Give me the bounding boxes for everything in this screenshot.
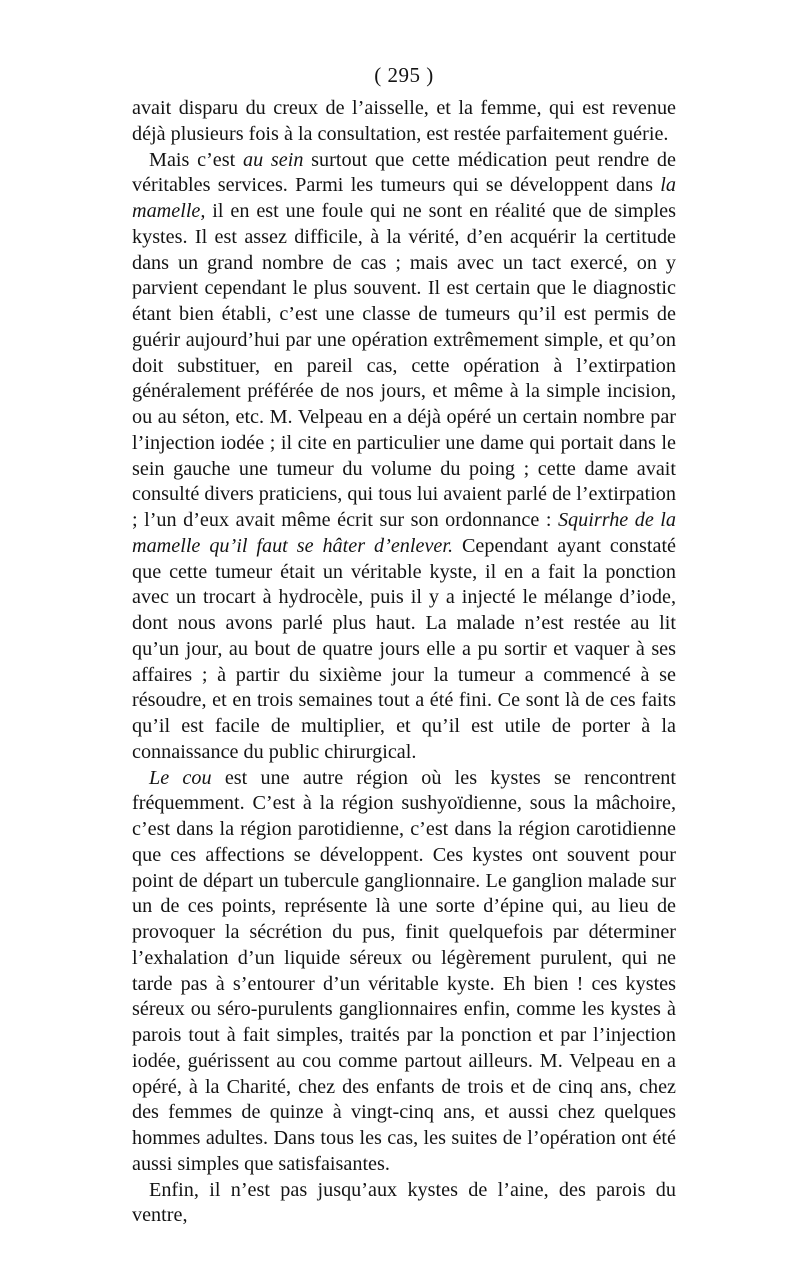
paragraph-1-text: avait disparu du creux de l’aisselle, et la femme, qui est revenue déjà plusieurs fois à la consultation, est restée parfaitement guérie. xyxy=(132,97,676,145)
paragraph-2-text-2: surtout que cette médication peut rendre de véritables services. Parmi les tumeurs qui se développent dans xyxy=(132,148,676,197)
paragraph-4-text: Enfin, il n’est pas jusqu’aux kystes de l’aine, des parois du ventre, xyxy=(132,1178,676,1227)
page-number: ( 295 ) xyxy=(374,63,434,87)
paragraph-2-italic-la-mamelle: la mamelle, xyxy=(132,174,676,222)
paragraph-2-italic-au-sein: au sein xyxy=(242,148,304,171)
paragraph-3-text: est une autre région où les kystes se rencontrent fréquemment. C’est à la région sushyoïdienne, sous la mâchoire, c’est dans la région parotidienne, c’est dans la région carotidienne que ces affections se développent. Ces kystes ont souvent pour point de départ un tubercule ganglionnaire. Le ganglion malade sur un de ces points, représente là une sorte d’épine qui, au lieu de provoquer la sécrétion du pus, finit quelquefois par déterminer l’exhalation d’un liquide séreux ou légèrement purulent, qui ne tarde pas à s’entourer d’un véritable kyste. Eh bien ! ces kystes séreux ou séro-purulents ganglionnaires enfin, comme les kystes à parois tout à fait simples, traités par la ponction et par l’injection iodée, guérissent au cou comme partout ailleurs. M. Velpeau en a opéré, à la Charité, chez des enfants de trois et de cinq ans, chez des femmes de quinze à vingt-cinq ans, et aussi chez quelques hommes adultes. Dans tous les cas, les suites de l’opération ont été aussi simples que satisfaisantes. xyxy=(132,766,676,1175)
paragraph-2-text-3: il en est une foule qui ne sont en réalité que de simples kystes. Il est assez difficile, à la vérité, d’en acquérir la certitude dans un grand nombre de cas ; mais avec un tact exercé, on y parvient cependant le plus souvent. Il est certain que le diagnostic étant bien établi, c’est une classe de tumeurs qu’il est permis de guérir aujourd’hui par une opération extrêmement simple, et qu’on doit substituer, en pareil cas, cette opération à l’extirpation généralement préférée de nos jours, et même à la simple incision, ou au séton, etc. M. Velpeau en a déjà opéré un certain nombre par l’injection iodée ; il cite en particulier une dame qui portait dans le sein gauche une tumeur du volume du poing ; cette dame avait consulté divers praticiens, qui tous lui avaient parlé de l’extirpation ; l’un d’eux avait même écrit sur son ordonnance : xyxy=(132,200,676,531)
paragraph-2-italic-quote: Squirrhe de la mamelle qu’il faut se hâter d’enlever. xyxy=(132,509,676,557)
paragraph-1 xyxy=(132,96,676,148)
paragraph-4 xyxy=(132,1178,676,1230)
paragraph-3-italic-le-cou: Le cou xyxy=(149,766,212,789)
paragraph-2-text-4: Cependant ayant constaté que cette tumeur était un véritable kyste, il en a fait la ponction avec un trocart à hydrocèle, puis il y a injecté le mélange d’iode, dont nous avons parlé plus haut. La malade n’est restée au lit qu’un jour, au bout de quatre jours elle a pu sortir et vaquer à ses affaires ; à partir du sixième jour la tumeur a commencé à se résoudre, et en trois semaines tout a été fini. Ce sont là de ces faits qu’il est facile de multiplier, et qu’il est utile de porter à la connaissance du public chirurgical. xyxy=(132,534,677,763)
paragraph-2-text-1: Mais c’est xyxy=(149,148,243,171)
paragraph-2 xyxy=(132,148,676,766)
book-page xyxy=(132,62,676,1229)
paragraph-3 xyxy=(132,766,676,1178)
